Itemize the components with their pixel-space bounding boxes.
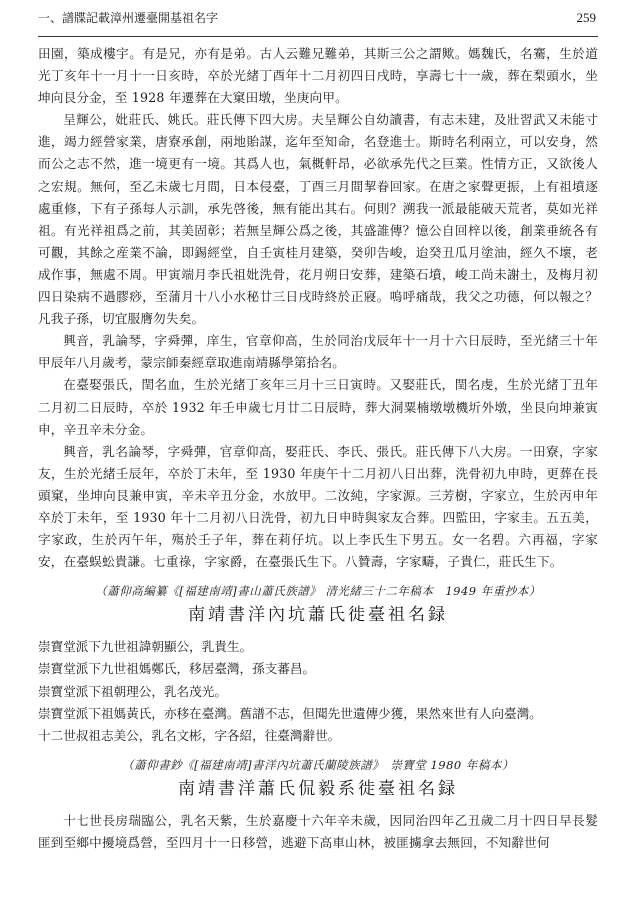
section-title: 南靖書洋蕭氏侃毅系徙臺祖名録 bbox=[178, 779, 458, 800]
document-body bbox=[38, 43, 598, 854]
paragraph: 興音，乳論琴，字舜彈，庠生，官章仰高，生於同治戊辰年十一月十六日辰時，至光緒三十年甲辰年八月歲考，蒙宗師秦經章取進南靖縣學第拾名。 bbox=[38, 333, 598, 371]
list-item: 崇寶堂派下九世祖媽鄭氏，移居臺灣，孫支蕃昌。 bbox=[38, 661, 316, 677]
list-item: 崇寶堂派下祖朝理公，乳名茂光。 bbox=[38, 683, 227, 699]
list-item: 十二世叔祖志美公，乳名文彬，字各紹，往臺灣辭世。 bbox=[38, 728, 341, 744]
page-number: 259 bbox=[576, 10, 596, 25]
source-citation: （蕭仰高編纂《[福建南靖]書山蕭氏族譜》 清光緒三十二年稿本 1949 年重抄本） bbox=[95, 584, 541, 599]
section-title: 南靖書洋內坑蕭氏徙臺祖名録 bbox=[188, 605, 448, 626]
paragraph: 在臺娶張氏，閏名血，生於光緒丁亥年三月十三日寅時。又娶莊氏，閏名虔，生於光緒丁丑年二月初二日辰時，卒於 1932 年壬申歲七月廿二日辰時，葬大洞粟楠墩墩機圻外墩，坐艮向坤兼寅申，辛丑辛未分金。 bbox=[38, 377, 598, 437]
list-item: 崇寶堂派下祖媽黃氏，亦移在臺灣。舊譜不志，但聞先世遺傳少獲，果然來世有人向臺灣。 bbox=[38, 705, 542, 721]
paragraph: 興音，乳名論琴，字舜彈，官章仰高，娶莊氏、李氏、張氏。莊氏傳下八大房。一田寮，字家友，生於光緒壬辰年，卒於丁未年，至 1930 年庚午十二月初八日出葬，洗骨初九申時，更葬在長頭窠，坐坤向艮兼申寅，辛未辛丑分金，水放甲。二汝純，字家源。三芳樹，字家立，生於丙申年卒於丁未年，至 1930 年十二月初八日洗骨，初九日申時與家友合葬。四監田，字家圭。五五美，字家政，生於丙午年，殤於壬子年，葬在莉仔坑。以上李氏生下男五。女一名碧。六再福，字家安，在臺蜈蚣貴謙。七重祿，字家爵，在臺張氏生下。八贊壽，字家疇，子貴仁，莊氏生下。 bbox=[38, 443, 598, 570]
list-item: 崇寶堂派下九世祖諱朝顯公，乳貴生。 bbox=[38, 639, 253, 655]
source-citation: （蕭仰書鈔《[福建南靖]書洋內坑蕭氏蘭陵族譜》 崇寶堂 1980 年稿本） bbox=[122, 758, 514, 773]
paragraph: 呈輝公，妣莊氏、姚氏。莊氏傳下四大房。夫呈輝公自幼讀書，有志未建，及壯習武又未能寸進，竭力經營家業，唐寮承創，兩地貽謀，迄年至知命，名登進士。斯時名利兩立，可以安身，然而公之志不然，進一境更有一境。其爲人也，氣概軒昂，必欲承先代之巨業。性情方正，又欲後人之宏規。無何，至乙未歲七月間，日本侵臺，丁酉三月間挈眷回家。在唐之家聲更振，上有祖墳逐處重修，下有子孫每人示訓，承先啓後，無有能出其右。何則？溯我一派最能破天荒者，莫如光祥祖。有光祥祖爲之前，其美固彰；若無呈輝公爲之後，其盛誰傳？憶公自回梓以後，創業垂統各有可觀，其餘之産業不論，即錫經堂，自壬寅桂月建築，癸卯告峻，迨癸丑瓜月塗油，經久不壞，老成作事，無處不周。甲寅端月李氏祖妣洗骨，花月朔日安葬，建築石墳，峻工尚未謝土，及梅月初四日染病不過膠痧，至蒲月十八小水秘廿三日戌時終於正寢。嗚呼痛哉，我父之功德，何以報之？凡我子孫，切宜服膺勿失矣。 bbox=[38, 112, 598, 327]
paragraph: 田園，築成樓宇。有是兄，亦有是弟。古人云難兄難弟，其斯三公之謂歟。媽魏氏，名騫，生於道光丁亥年十一月十一日亥時，卒於光緒丁酉年十二月初四日戌時，享壽七十一歲，葬在梨頭水，坐坤向艮分金，至 1928 年遷葬在大窠田墩，坐庚向甲。 bbox=[38, 46, 598, 106]
page-header bbox=[38, 0, 598, 37]
paragraph: 十七世長房瑞臨公，乳名天紫，生於嘉慶十六年辛未歲，因同治四年乙丑歲二月十四日早長髮匪到至鄉中擾境爲營，至四月十一日移營，逃避下高車山林，被匪擄拿去無回，不知辭世何 bbox=[38, 813, 598, 851]
chapter-title: 一、譜牒記載漳州遷臺開基祖名字 bbox=[38, 11, 219, 25]
